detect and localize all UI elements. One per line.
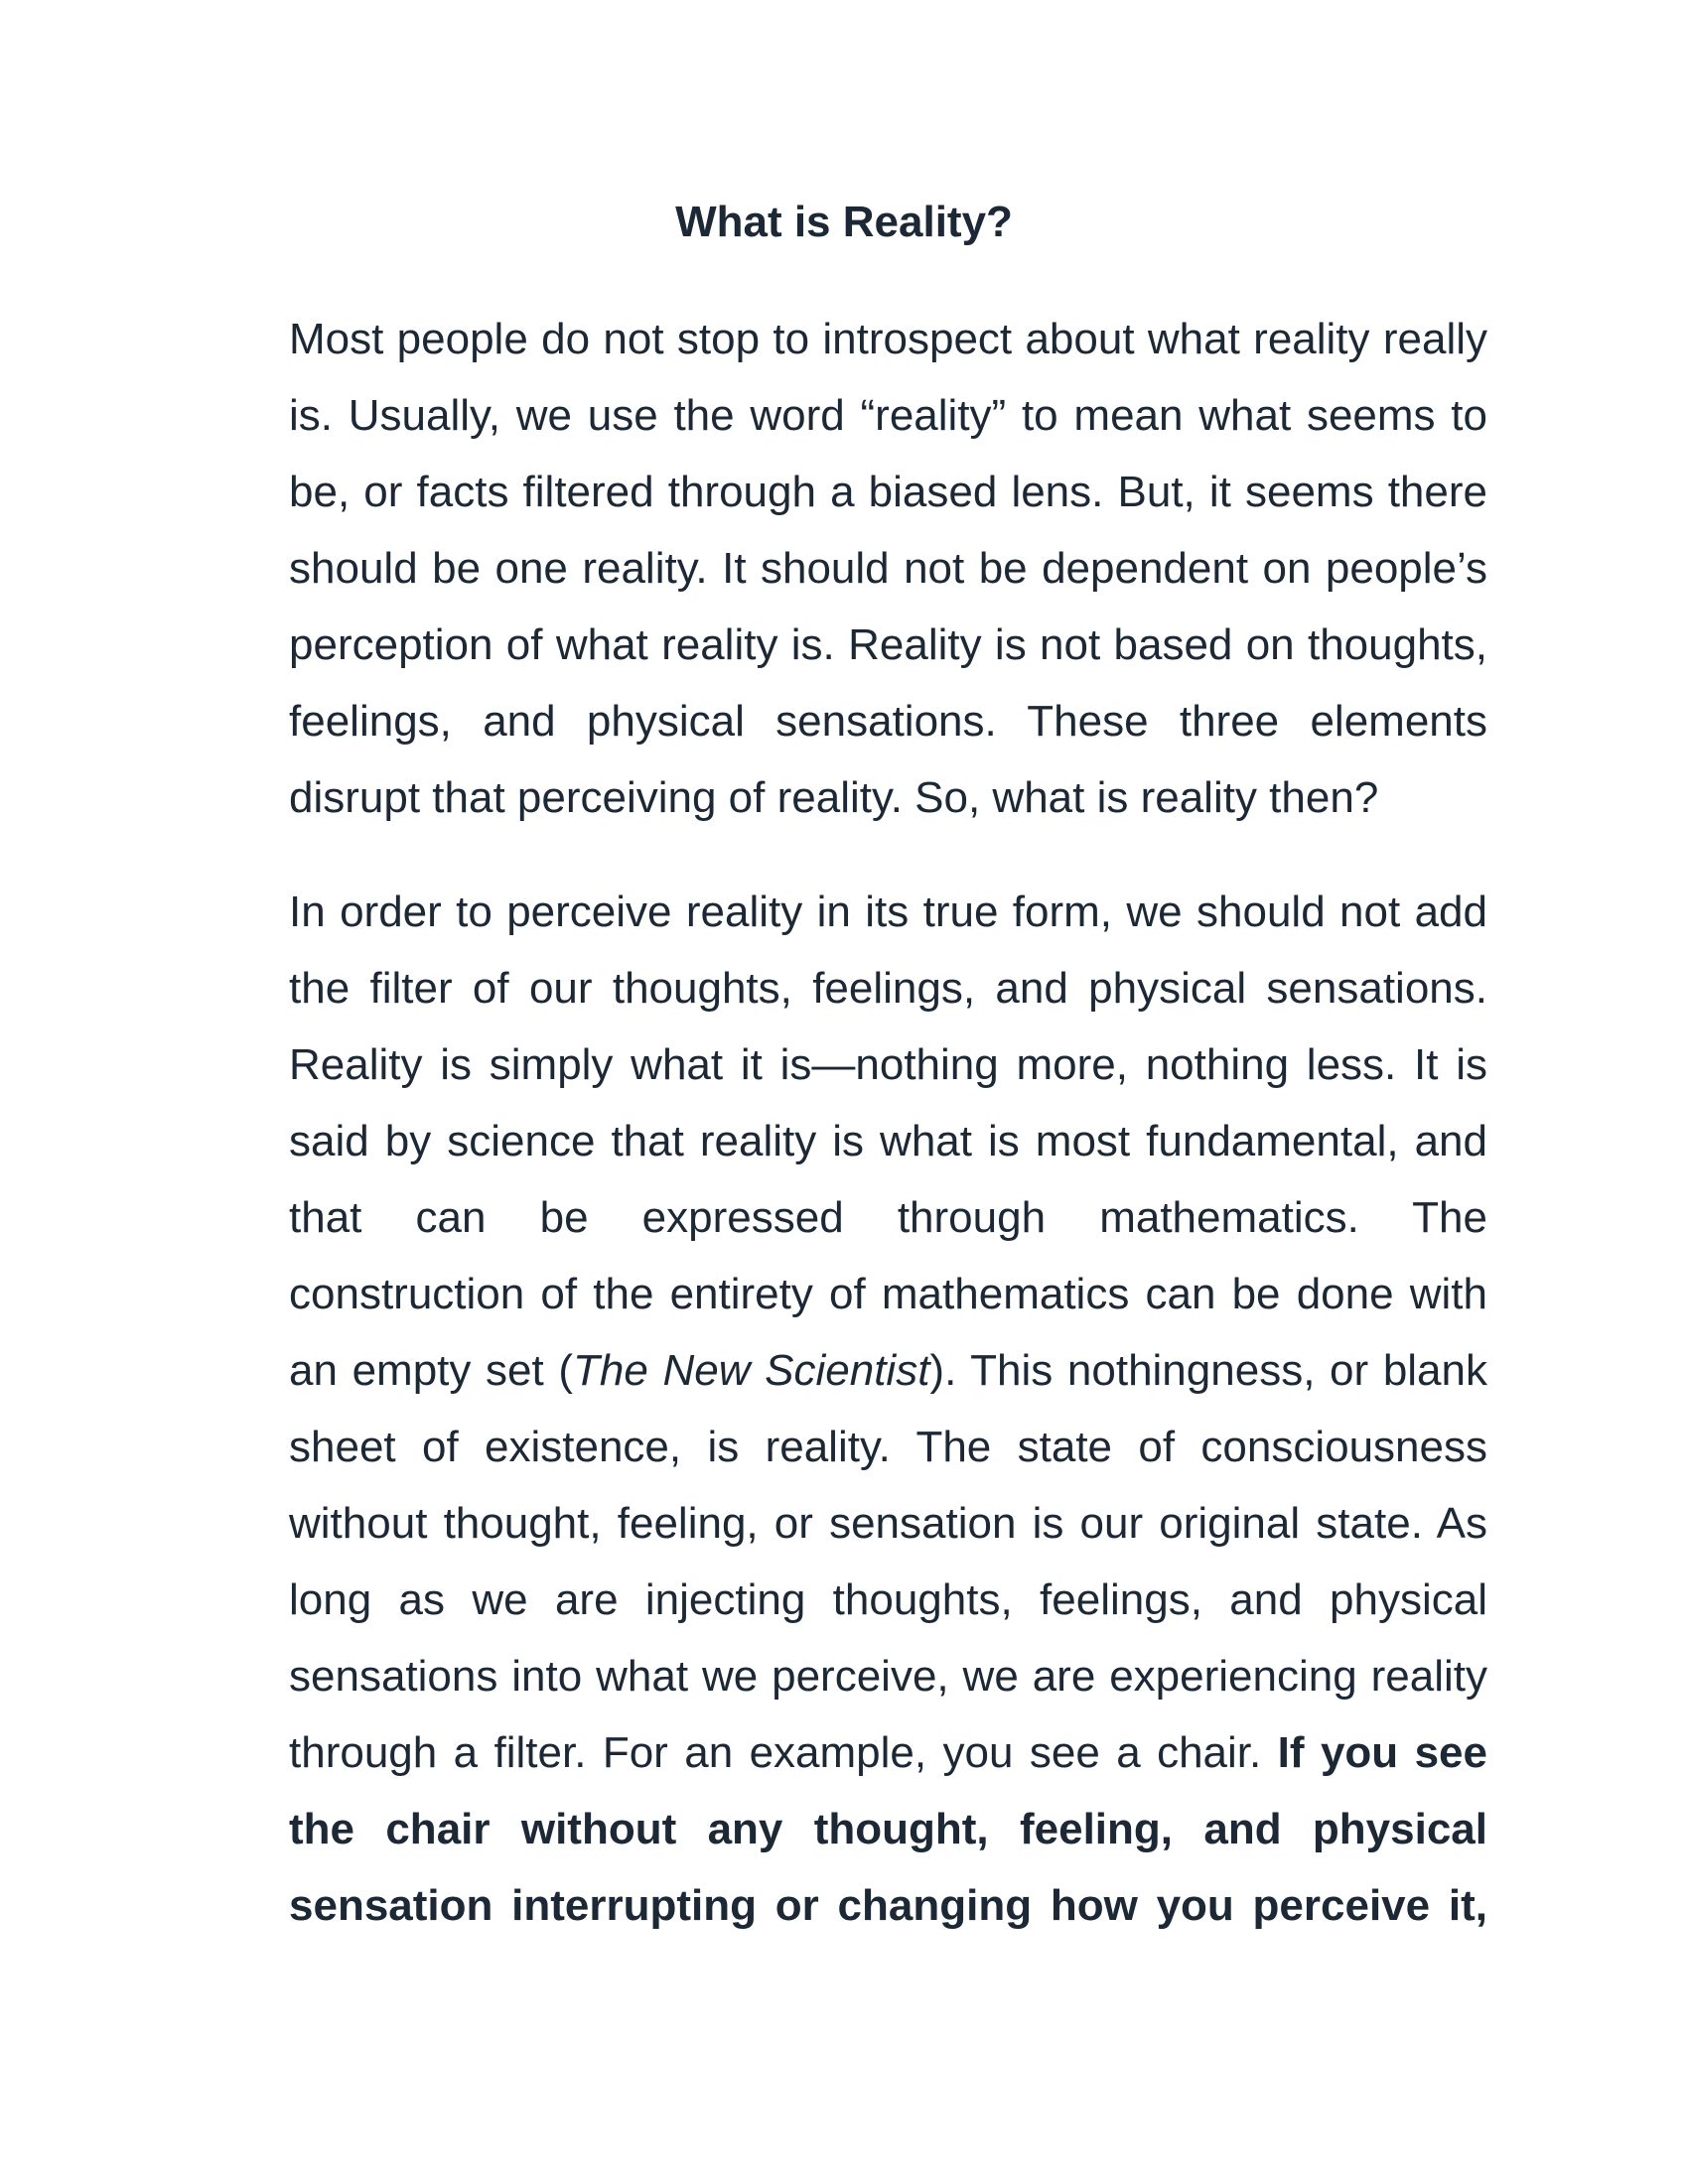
paragraph-line-bold: sensation interrupting or changing how you perceive it, [289,1881,1487,1930]
paragraph-line: feelings, and physical sensations. These three elements [289,697,1487,746]
paragraph-line: long as we are injecting thoughts, feelings, and physical [289,1575,1487,1624]
paragraph-line: perception of what reality is. Reality is not based on thoughts, [289,620,1487,669]
paragraph-line: is. Usually, we use the word “reality” to mean what seems to [289,391,1487,440]
paragraph-line [289,1332,1487,1409]
paragraph-line: said by science that reality is what is most fundamental, and [289,1117,1487,1165]
paragraph-line: should be one reality. It should not be dependent on people’s [289,544,1487,593]
paragraph-line: the filter of our thoughts, feelings, and physical sensations. [289,964,1487,1013]
paragraph-line: In order to perceive reality in its true form, we should not add [289,887,1487,936]
document-title: What is Reality? [675,198,1013,246]
paragraph-line [289,1714,1487,1791]
text-run: ). This nothingness, or blank [929,1346,1488,1395]
paragraph-line: Most people do not stop to introspect about what reality really [289,315,1487,363]
paragraph-line: without thought, feeling, or sensation is our original state. As [289,1499,1487,1548]
paragraph-line: sheet of existence, is reality. The state of consciousness [289,1423,1487,1471]
text-run: through a filter. For an example, you see a chair. [289,1728,1278,1777]
paragraph-line: be, or facts filtered through a biased lens. But, it seems there [289,468,1487,516]
paragraph-line-bold: the chair without any thought, feeling, and physical [289,1805,1487,1853]
paragraph-1 [289,301,1487,836]
bold-text-run: If you see [1277,1728,1487,1777]
text-run: an empty set ( [289,1346,574,1395]
paragraph-line: Reality is simply what it is—nothing more, nothing less. It is [289,1040,1487,1089]
paragraph-2 [289,874,1487,1944]
citation-title: The New Scientist [573,1346,930,1395]
paragraph-line: that can be expressed through mathematics. The [289,1193,1487,1242]
paragraph-line: disrupt that perceiving of reality. So, what is reality then? [289,773,1379,822]
paragraph-line: construction of the entirety of mathematics can be done with [289,1270,1487,1318]
paragraph-line: sensations into what we perceive, we are experiencing reality [289,1652,1487,1701]
